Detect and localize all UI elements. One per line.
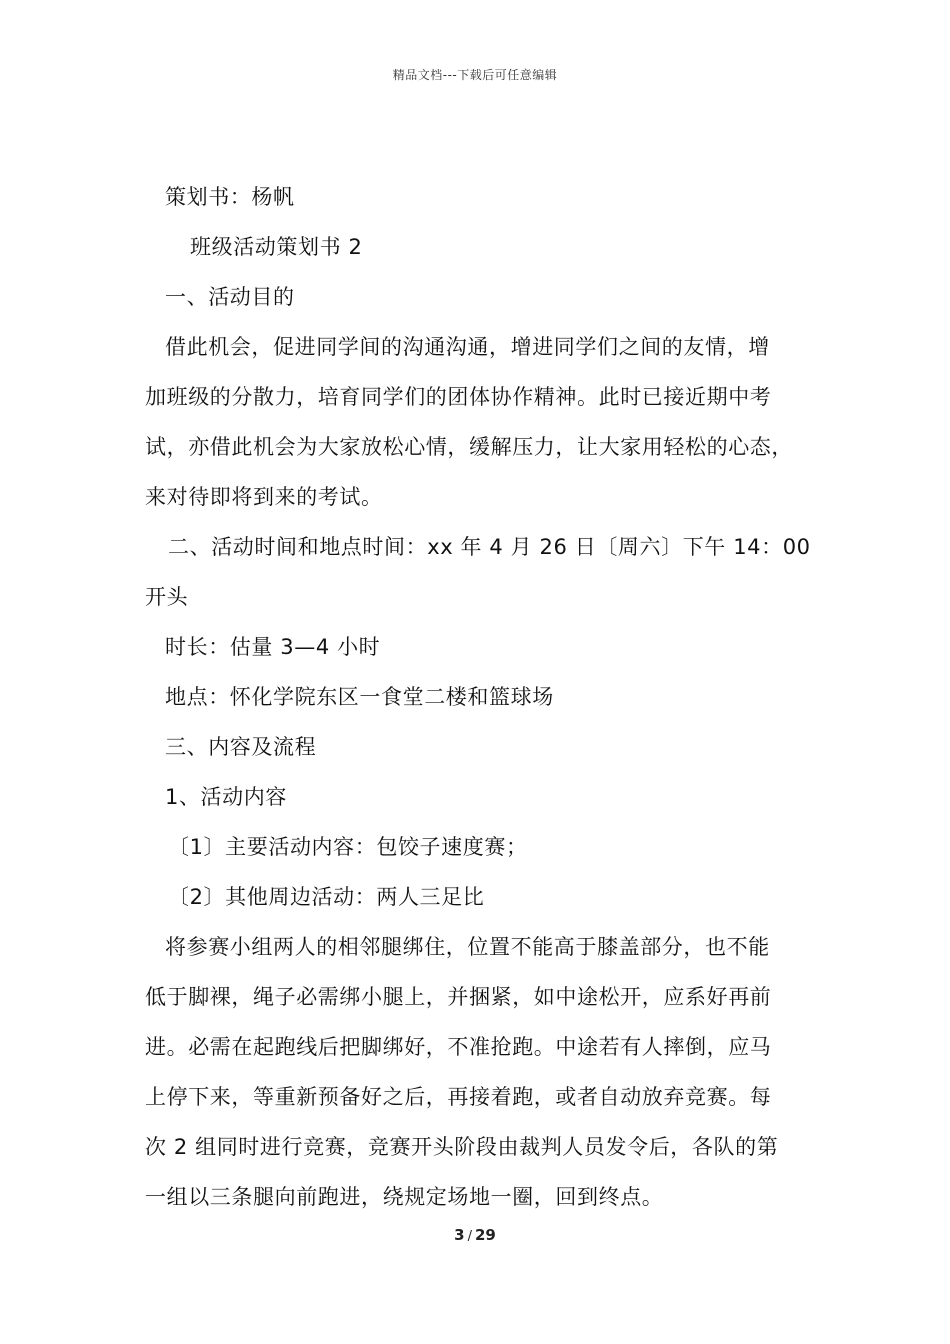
current-page-number: 3 [454,1226,465,1244]
subheading-activity-content: 1、活动内容 [165,785,287,809]
heading-purpose: 一、活动目的 [165,285,295,309]
list-item: 〔1〕主要活动内容：包饺子速度赛； [168,835,528,859]
paragraph-line: 次 2 组同时进行竞赛，竞赛开头阶段由裁判人员发令后，各队的第 [145,1135,779,1159]
page-number [0,1226,950,1244]
page-header: 精品文档---下载后可任意编辑 [392,68,558,82]
paragraph-line: 进。必需在起跑线后把脚绑好，不准抢跑。中途若有人摔倒，应马 [145,1035,772,1059]
paragraph-line: 上停下来，等重新预备好之后，再接着跑，或者自动放弃竞赛。每 [145,1085,772,1109]
list-item: 〔2〕其他周边活动：两人三足比 [168,885,485,909]
total-pages-number: 29 [474,1226,496,1244]
duration-line: 时长：估量 3—4 小时 [165,635,381,659]
paragraph-line: 开头 [145,585,189,609]
author-line: 策划书：杨帆 [165,185,295,209]
paragraph-line: 将参赛小组两人的相邻腿绑住，位置不能高于膝盖部分，也不能 [165,935,770,959]
paragraph-line: 来对待即将到来的考试。 [145,485,383,509]
location-line: 地点：怀化学院东区一食堂二楼和篮球场 [165,685,554,709]
heading-time-place: 二、活动时间和地点时间：xx 年 4 月 26 日〔周六〕下午 14：00 [168,535,811,559]
page-separator: / [467,1229,472,1244]
paragraph-line: 加班级的分散力，培育同学们的团体协作精神。此时已接近期中考 [145,385,772,409]
paragraph-line: 借此机会，促进同学间的沟通沟通，增进同学们之间的友情，增 [165,335,770,359]
heading-content-flow: 三、内容及流程 [165,735,317,759]
section-title: 班级活动策划书 2 [190,235,363,259]
paragraph-line: 一组以三条腿向前跑进，绕规定场地一圈，回到终点。 [145,1185,664,1209]
paragraph-line: 试，亦借此机会为大家放松心情，缓解压力，让大家用轻松的心态， [145,435,793,459]
paragraph-line: 低于脚裸，绳子必需绑小腿上，并捆紧，如中途松开，应系好再前 [145,985,772,1009]
